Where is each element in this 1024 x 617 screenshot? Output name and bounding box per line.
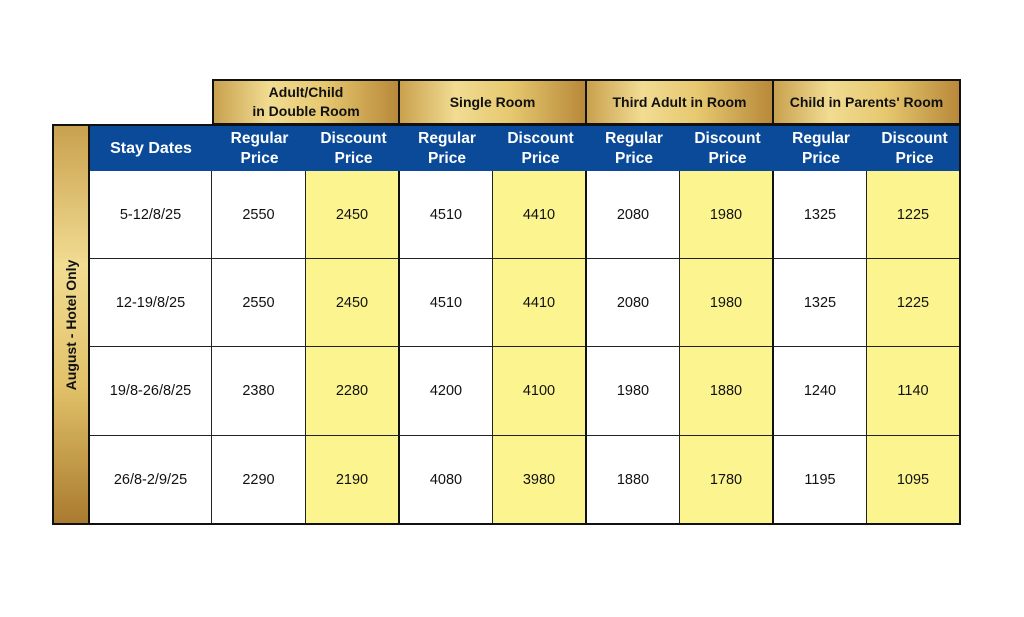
discount-price-cell: 2280 <box>306 347 400 436</box>
regular-price-cell: 1880 <box>587 436 680 525</box>
regular-price-cell: 1325 <box>774 171 867 259</box>
header-child-parents-room: Child in Parents' Room <box>772 79 961 125</box>
stay-dates-cell: 5-12/8/25 <box>90 171 212 259</box>
regular-price-cell: 2550 <box>212 259 306 347</box>
regular-price-cell: 1325 <box>774 259 867 347</box>
stay-dates-cell: 26/8-2/9/25 <box>90 436 212 525</box>
side-label-panel <box>52 124 90 525</box>
discount-price-header-0: Discount Price <box>306 126 400 171</box>
discount-price-cell: 1980 <box>680 171 774 259</box>
discount-price-cell: 2450 <box>306 259 400 347</box>
discount-price-cell: 1980 <box>680 259 774 347</box>
discount-price-cell: 1140 <box>867 347 961 436</box>
regular-price-header-0: Regular Price <box>212 126 306 171</box>
regular-price-cell: 1980 <box>587 347 680 436</box>
regular-price-header-2: Regular Price <box>587 126 680 171</box>
regular-price-cell: 2080 <box>587 171 680 259</box>
regular-price-cell: 4200 <box>400 347 493 436</box>
discount-price-cell: 1095 <box>867 436 961 525</box>
discount-price-header-2: Discount Price <box>680 126 774 171</box>
discount-price-header-3: Discount Price <box>867 126 961 171</box>
discount-price-cell: 4410 <box>493 259 587 347</box>
regular-price-header-3: Regular Price <box>774 126 867 171</box>
stay-dates-header: Stay Dates <box>110 139 192 157</box>
regular-price-cell: 4080 <box>400 436 493 525</box>
header-adult-child-double: Adult/Child in Double Room <box>212 79 400 125</box>
side-label-text: August - Hotel Only <box>63 259 79 390</box>
regular-price-header-1: Regular Price <box>400 126 493 171</box>
regular-price-cell: 2080 <box>587 259 680 347</box>
discount-price-cell: 2190 <box>306 436 400 525</box>
discount-price-cell: 1780 <box>680 436 774 525</box>
regular-price-cell: 4510 <box>400 259 493 347</box>
regular-price-cell: 1195 <box>774 436 867 525</box>
regular-price-cell: 2290 <box>212 436 306 525</box>
discount-price-cell: 4410 <box>493 171 587 259</box>
discount-price-header-1: Discount Price <box>493 126 587 171</box>
discount-price-cell: 1225 <box>867 171 961 259</box>
stay-dates-cell: 19/8-26/8/25 <box>90 347 212 436</box>
discount-price-cell: 1225 <box>867 259 961 347</box>
regular-price-cell: 1240 <box>774 347 867 436</box>
regular-price-cell: 2550 <box>212 171 306 259</box>
header-single-room: Single Room <box>398 79 587 125</box>
regular-price-cell: 4510 <box>400 171 493 259</box>
discount-price-cell: 2450 <box>306 171 400 259</box>
stay-dates-cell: 12-19/8/25 <box>90 259 212 347</box>
discount-price-cell: 1880 <box>680 347 774 436</box>
discount-price-cell: 3980 <box>493 436 587 525</box>
discount-price-cell: 4100 <box>493 347 587 436</box>
header-third-adult: Third Adult in Room <box>585 79 774 125</box>
regular-price-cell: 2380 <box>212 347 306 436</box>
